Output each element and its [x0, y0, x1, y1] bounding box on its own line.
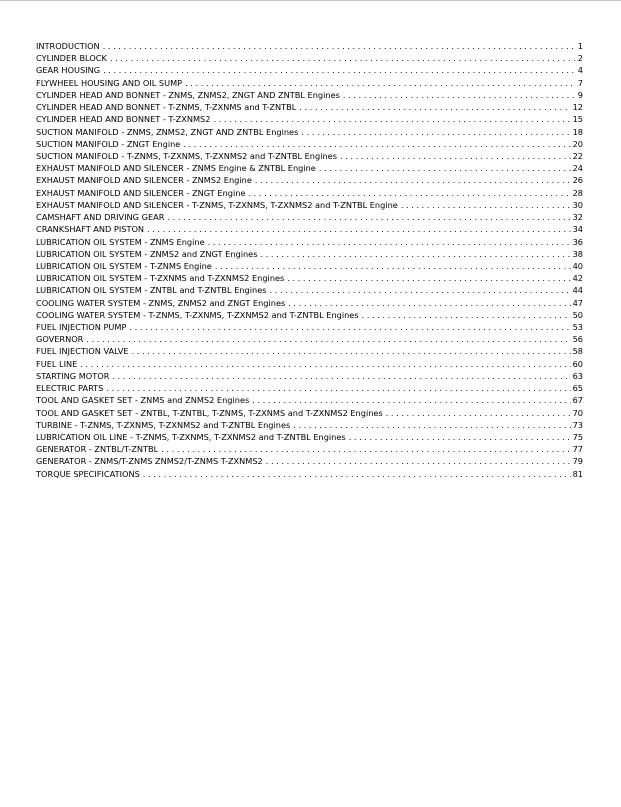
- toc-entry[interactable]: [36, 52, 583, 64]
- toc-dot-leader: [208, 236, 571, 248]
- toc-dot-leader: [103, 64, 576, 76]
- toc-entry-page-number: 50: [572, 309, 583, 320]
- toc-entry[interactable]: [36, 64, 583, 76]
- toc-dot-leader: [112, 370, 570, 382]
- toc-dot-leader: [110, 52, 576, 64]
- toc-dot-leader: [185, 77, 576, 89]
- toc-entry-page-number: 75: [572, 432, 583, 442]
- toc-entry-page-number: 4: [577, 65, 583, 76]
- toc-entry-page-number: 58: [572, 346, 583, 357]
- toc-entry-page-number: 44: [572, 285, 583, 296]
- toc-dot-leader: [287, 272, 570, 284]
- toc-entry-title: STARTING MOTOR: [36, 370, 110, 381]
- toc-dot-leader: [183, 138, 570, 150]
- page-top-border: [0, 0, 621, 1]
- toc-entry-page-number: 63: [572, 370, 583, 381]
- toc-entry-title: SUCTION MANIFOLD - ZNMS, ZNMS2, ZNGT AND ZNTBL Engines: [36, 126, 299, 137]
- toc-entry-title: GENERATOR - ZNTBL/T-ZNTBL: [36, 444, 159, 455]
- toc-entry[interactable]: [36, 431, 583, 443]
- toc-dot-leader: [288, 297, 570, 309]
- toc-entry-title: COOLING WATER SYSTEM - T-ZNMS, T-ZXNMS, T-ZXNMS2 and T-ZNTBL Engines: [36, 309, 359, 320]
- toc-entry[interactable]: [36, 309, 583, 321]
- toc-dot-leader: [340, 150, 571, 162]
- toc-entry-title: EXHAUST MANIFOLD AND SILENCER - ZNMS2 Engine: [36, 175, 252, 186]
- toc-entry[interactable]: [36, 211, 583, 223]
- toc-entry-title: CAMSHAFT AND DRIVING GEAR: [36, 212, 165, 223]
- toc-dot-leader: [270, 284, 571, 296]
- toc-entry[interactable]: [36, 77, 583, 89]
- toc-entry[interactable]: [36, 40, 583, 52]
- toc-entry-page-number: 65: [572, 383, 583, 394]
- toc-entry-page-number: 60: [572, 358, 583, 369]
- toc-dot-leader: [147, 223, 571, 235]
- toc-entry-title: EXHAUST MANIFOLD AND SILENCER - ZNGT Engine: [36, 187, 246, 198]
- toc-entry[interactable]: [36, 199, 583, 211]
- toc-entry[interactable]: [36, 174, 583, 186]
- toc-dot-leader: [132, 345, 571, 357]
- toc-entry[interactable]: [36, 248, 583, 260]
- toc-entry-title: FUEL INJECTION PUMP: [36, 322, 127, 333]
- toc-entry-page-number: 7: [577, 77, 583, 88]
- toc-entry-title: COOLING WATER SYSTEM - ZNMS, ZNMS2 and ZNGT Engines: [36, 297, 286, 308]
- toc-entry-page-number: 30: [572, 199, 583, 210]
- toc-entry-title: EXHAUST MANIFOLD AND SILENCER - T-ZNMS, T-ZXNMS, T-ZXNMS2 and T-ZNTBL Engine: [36, 199, 398, 210]
- toc-entry[interactable]: [36, 236, 583, 248]
- toc-dot-leader: [167, 211, 570, 223]
- toc-entry-title: SUCTION MANIFOLD - T-ZNMS, T-ZXNMS, T-ZXNMS2 and T-ZNTBL Engines: [36, 150, 337, 161]
- toc-dot-leader: [401, 199, 571, 211]
- toc-dot-leader: [362, 309, 571, 321]
- toc-entry-title: GENERATOR - ZNMS/T-ZNMS ZNMS2/T-ZNMS T-ZXNMS2: [36, 456, 263, 467]
- toc-entry-title: TOOL AND GASKET SET - ZNMS and ZNMS2 Engines: [36, 395, 250, 406]
- toc-dot-leader: [143, 468, 571, 480]
- toc-entry[interactable]: [36, 468, 583, 480]
- toc-entry-page-number: 22: [572, 150, 583, 161]
- toc-entry-page-number: 28: [572, 187, 583, 198]
- toc-entry-page-number: 9: [577, 89, 583, 100]
- toc-entry[interactable]: [36, 113, 583, 125]
- toc-entry-page-number: 38: [572, 248, 583, 259]
- toc-dot-leader: [266, 455, 571, 467]
- toc-entry-title: CYLINDER HEAD AND BONNET - ZNMS, ZNMS2, ZNGT AND ZNTBL Engines: [36, 89, 340, 100]
- toc-entry-page-number: 24: [572, 163, 583, 174]
- toc-entry-page-number: 36: [572, 236, 583, 247]
- toc-entry-page-number: 2: [577, 53, 583, 64]
- toc-entry-title: GEAR HOUSING: [36, 65, 101, 76]
- toc-entry-title: LUBRICATION OIL SYSTEM - ZNMS Engine: [36, 236, 205, 247]
- toc-dot-leader: [260, 248, 570, 260]
- toc-entry-page-number: 40: [572, 260, 583, 271]
- toc-entry[interactable]: [36, 370, 583, 382]
- toc-entry[interactable]: [36, 321, 583, 333]
- toc-dot-leader: [349, 431, 571, 443]
- toc-entry[interactable]: [36, 272, 583, 284]
- toc-entry-page-number: 77: [572, 444, 583, 455]
- toc-dot-leader: [248, 187, 570, 199]
- toc-entry[interactable]: [36, 126, 583, 138]
- toc-entry-page-number: 26: [572, 175, 583, 186]
- toc-entry[interactable]: [36, 223, 583, 235]
- toc-entry[interactable]: [36, 138, 583, 150]
- toc-entry[interactable]: [36, 284, 583, 296]
- toc-entry[interactable]: [36, 394, 583, 406]
- toc-entry[interactable]: [36, 150, 583, 162]
- toc-entry[interactable]: [36, 89, 583, 101]
- toc-entry-page-number: 53: [572, 322, 583, 333]
- toc-entry[interactable]: [36, 358, 583, 370]
- toc-entry[interactable]: [36, 297, 583, 309]
- toc-entry-title: CYLINDER BLOCK: [36, 53, 107, 64]
- toc-entry-title: LUBRICATION OIL SYSTEM - ZNMS2 and ZNGT Engines: [36, 248, 258, 259]
- toc-entry[interactable]: [36, 260, 583, 272]
- toc-dot-leader: [299, 101, 570, 113]
- toc-entry-title: FUEL LINE: [36, 358, 78, 369]
- toc-entry-page-number: 15: [572, 114, 583, 125]
- toc-dot-leader: [343, 89, 576, 101]
- toc-entry-page-number: 1: [577, 41, 583, 51]
- toc-entry[interactable]: [36, 419, 583, 431]
- toc-entry-page-number: 20: [572, 138, 583, 149]
- toc-entry-page-number: 12: [572, 102, 583, 113]
- toc-dot-leader: [80, 358, 570, 370]
- toc-entry-title: TURBINE - T-ZNMS, T-ZXNMS, T-ZXNMS2 and T-ZNTBL Engines: [36, 419, 291, 430]
- toc-dot-leader: [301, 126, 570, 138]
- toc-entry-page-number: 42: [572, 273, 583, 284]
- toc-dot-leader: [106, 382, 570, 394]
- toc-entry-title: GOVERNOR: [36, 334, 84, 345]
- toc-entry-page-number: 81: [572, 468, 583, 479]
- toc-entry-title: EXHAUST MANIFOLD AND SILENCER - ZNMS Engine & ZNTBL Engine: [36, 163, 316, 174]
- toc-dot-leader: [215, 260, 571, 272]
- toc-entry[interactable]: [36, 187, 583, 199]
- toc-dot-leader: [161, 443, 570, 455]
- toc-dot-leader: [129, 321, 570, 333]
- toc-dot-leader: [255, 174, 571, 186]
- toc-entry-title: TORQUE SPECIFICATIONS: [36, 468, 140, 479]
- toc-entry-page-number: 18: [572, 126, 583, 137]
- toc-entry-title: SUCTION MANIFOLD - ZNGT Engine: [36, 138, 181, 149]
- toc-entry-page-number: 32: [572, 212, 583, 223]
- toc-entry-page-number: 47: [572, 297, 583, 308]
- toc-entry[interactable]: [36, 382, 583, 394]
- toc-entry[interactable]: [36, 345, 583, 357]
- toc-entry[interactable]: [36, 443, 583, 455]
- toc-entry-title: CRANKSHAFT AND PISTON: [36, 224, 145, 235]
- toc-entry-title: LUBRICATION OIL SYSTEM - T-ZNMS Engine: [36, 260, 212, 271]
- toc-entry-title: LUBRICATION OIL SYSTEM - T-ZXNMS and T-ZXNMS2 Engines: [36, 273, 285, 284]
- toc-entry-title: FUEL INJECTION VALVE: [36, 346, 129, 357]
- toc-entry-title: CYLINDER HEAD AND BONNET - T-ZXNMS2: [36, 114, 211, 125]
- toc-entry-page-number: 70: [572, 407, 583, 418]
- toc-entry[interactable]: [36, 101, 583, 113]
- toc-entry-title: LUBRICATION OIL LINE - T-ZNMS, T-ZXNMS, T-ZXNMS2 and T-ZNTBL Engines: [36, 432, 346, 442]
- toc-entry-title: ELECTRIC PARTS: [36, 383, 104, 394]
- toc-dot-leader: [319, 162, 571, 174]
- toc-entry-title: INTRODUCTION: [36, 41, 100, 51]
- toc-entry-title: TOOL AND GASKET SET - ZNTBL, T-ZNTBL, T-ZNMS, T-ZXNMS and T-ZXNMS2 Engines: [36, 407, 383, 418]
- table-of-contents: [36, 40, 583, 480]
- toc-entry[interactable]: [36, 407, 583, 419]
- toc-entry[interactable]: [36, 333, 583, 345]
- toc-entry-page-number: 34: [572, 224, 583, 235]
- toc-entry-page-number: 79: [572, 456, 583, 467]
- toc-entry[interactable]: [36, 162, 583, 174]
- toc-dot-leader: [213, 113, 570, 125]
- toc-dot-leader: [103, 40, 576, 52]
- toc-dot-leader: [86, 333, 570, 345]
- toc-entry-title: LUBRICATION OIL SYSTEM - ZNTBL and T-ZNTBL Engines: [36, 285, 267, 296]
- toc-entry-page-number: 67: [572, 395, 583, 406]
- toc-entry-title: FLYWHEEL HOUSING AND OIL SUMP: [36, 77, 183, 88]
- toc-dot-leader: [386, 407, 571, 419]
- toc-entry-page-number: 73: [572, 419, 583, 430]
- toc-dot-leader: [252, 394, 570, 406]
- toc-dot-leader: [293, 419, 570, 431]
- toc-entry[interactable]: [36, 455, 583, 467]
- toc-entry-title: CYLINDER HEAD AND BONNET - T-ZNMS, T-ZXNMS and T-ZNTBL: [36, 102, 297, 113]
- toc-entry-page-number: 56: [572, 334, 583, 345]
